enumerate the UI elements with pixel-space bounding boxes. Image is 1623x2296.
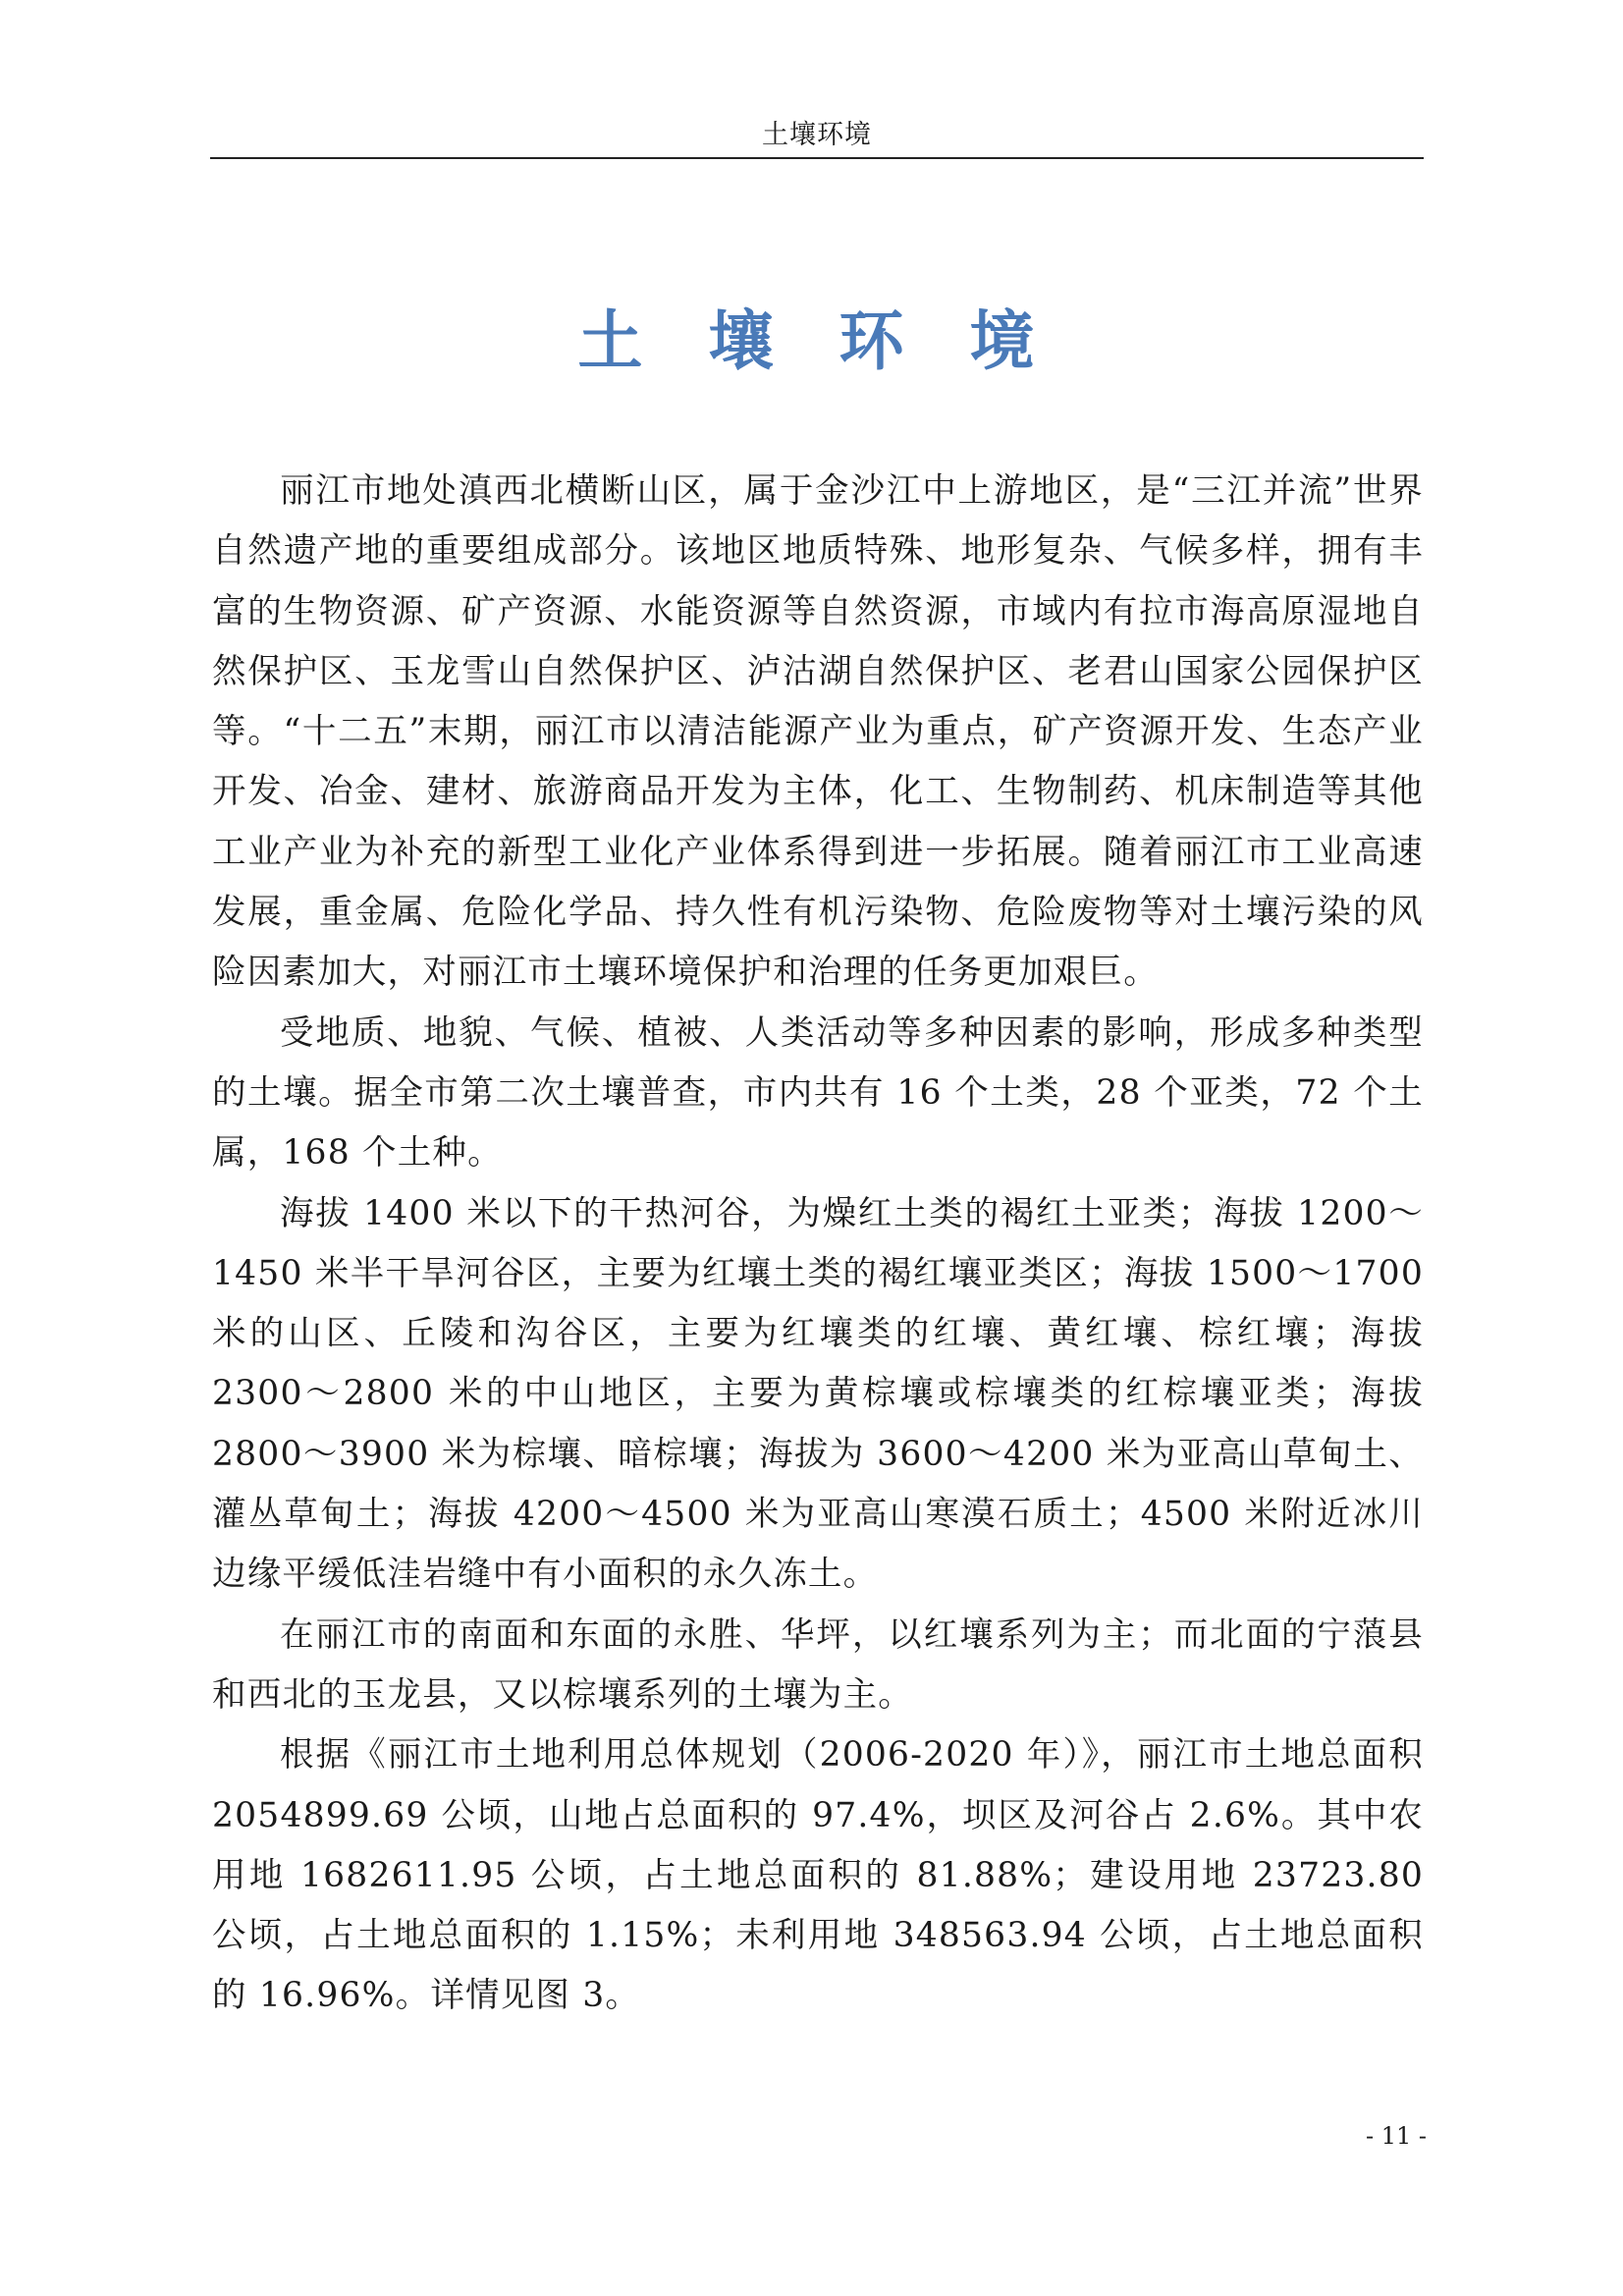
page-number: - 11 - bbox=[1365, 2122, 1427, 2150]
page-title: 土 壤 环 境 bbox=[577, 302, 1056, 380]
paragraph-land-use: 根据《丽江市土地利用总体规划（2006-2020 年）》，丽江市土地总面积 2054899.69 公顷，山地占总面积的 97.4%，坝区及河谷占 2.6%。其中农用地 1682611.95 公顷，占土地总面积的 81.88%；建设用地 23723.80 公顷，占土地总面积的 1.15%；未利用地 348563.94 公顷，占土地总面积的 16.96%。详情见图 3。 bbox=[212, 1735, 1424, 2016]
paragraph-altitude-zones: 海拔 1400 米以下的干热河谷，为燥红土类的褐红土亚类；海拔 1200～1450 米半干旱河谷区，主要为红壤土类的褐红壤亚类区；海拔 1500～1700 米的山区、丘陵和沟谷区，主要为红壤类的红壤、黄红壤、棕红壤；海拔 2300～2800 米的中山地区，主要为黄棕壤或棕壤类的红棕壤亚类；海拔 2800～3900 米为棕壤、暗棕壤；海拔为 3600～4200 米为亚高山草甸土、灌丛草甸土；海拔 4200～4500 米为亚高山寒漠石质土；4500 米附近冰川边缘平缓低洼岩缝中有小面积的永久冻土。 bbox=[212, 1193, 1424, 1595]
header-divider bbox=[210, 157, 1424, 159]
body-text bbox=[212, 462, 1424, 2027]
paragraph-regional-distribution: 在丽江市的南面和东面的永胜、华坪，以红壤系列为主；而北面的宁蒗县和西北的玉龙县，又以棕壤系列的土壤为主。 bbox=[212, 1614, 1424, 1715]
running-header: 土壤环境 bbox=[762, 120, 872, 150]
paragraph-soil-types: 受地质、地貌、气候、植被、人类活动等多种因素的影响，形成多种类型的土壤。据全市第二次土壤普查，市内共有 16 个土类，28 个亚类，72 个土属，168 个土种。 bbox=[212, 1012, 1424, 1174]
paragraph-intro: 丽江市地处滇西北横断山区，属于金沙江中上游地区，是“三江并流”世界自然遗产地的重要组成部分。该地区地质特殊、地形复杂、气候多样，拥有丰富的生物资源、矿产资源、水能资源等自然资源，市域内有拉市海高原湿地自然保护区、玉龙雪山自然保护区、泸沽湖自然保护区、老君山国家公园保护区等。“十二五”末期，丽江市以清洁能源产业为重点，矿产资源开发、生态产业开发、冶金、建材、旅游商品开发为主体，化工、生物制药、机床制造等其他工业产业为补充的新型工业化产业体系得到进一步拓展。随着丽江市工业高速发展，重金属、危险化学品、持久性有机污染物、危险废物等对土壤污染的风险因素加大，对丽江市土壤环境保护和治理的任务更加艰巨。 bbox=[212, 471, 1424, 993]
